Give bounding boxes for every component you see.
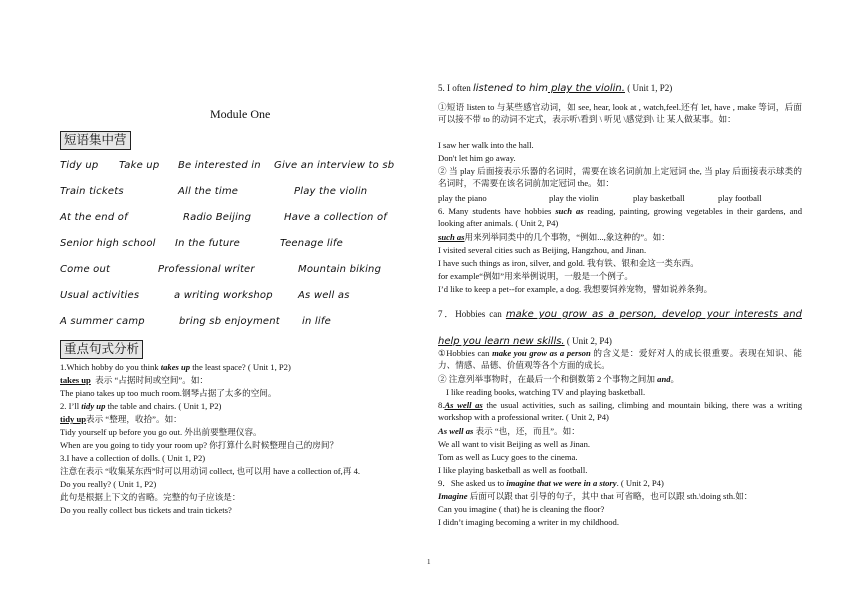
example: The piano takes up too much room.钢琴占据了太多的空间。: [60, 388, 277, 398]
phrase: a writing workshop: [174, 290, 273, 301]
example: I have such things as iron, silver, and gold. 我有铁、银和金这一类东西。: [438, 258, 699, 268]
phrase: As well as: [298, 290, 350, 301]
note-collection: 注意在表示 “收集某东西”时可以用动词 collect, 也可以用 have a collection of,再 4.: [60, 466, 361, 476]
example: I saw her walk into the hall.: [438, 140, 534, 150]
note-grow: ①Hobbies can make you grow as a person 的含义是：爱好对人的成长很重要。表现在知识、能力、情感、品德、价值观等各个方面的成长。: [438, 348, 802, 371]
note-listen-to: ①短语 listen to 与某些感官动词，如 see, hear, look at , watch,feel.还有 let, have , make 等词，后面可以接不带 to 的动词不定式，表示听\看到 \ 听见 \感觉到\ 让 某人做某事。如：: [438, 102, 802, 125]
module-title: Module One: [210, 107, 271, 121]
phrase: Take up: [119, 160, 160, 171]
sentence-9: 9．She asked us to imagine that we were in a story. ( Unit 2, P4): [438, 478, 664, 488]
phrase: A summer camp: [60, 316, 145, 327]
sentence-1: 1.Which hobby do you think takes up the least space? ( Unit 1, P2): [60, 362, 291, 372]
phrase: bring sb enjoyment: [179, 316, 280, 327]
phrase: Mountain biking: [298, 264, 382, 275]
sentence-2: 2. I’ll tidy up the table and chairs. ( Unit 1, P2): [60, 401, 222, 411]
note-imagine: Imagine 后面可以跟 that 引导的句子，其中 that 可省略，也可以跟 sth.\doing sth.如：: [438, 491, 753, 501]
page-number: 1: [427, 558, 431, 566]
example: We all want to visit Beijing as well as Jinan.: [438, 439, 591, 449]
phrase: Play the violin: [294, 186, 368, 197]
section-heading-phrases: 短语集中营: [60, 131, 131, 150]
phrase: At the end of: [60, 212, 128, 223]
section-heading-sentences: 重点句式分析: [60, 340, 143, 359]
note-takes-up: takes up 表示 “占据时间或空间”。如：: [60, 375, 209, 385]
example: Tidy yourself up before you go out. 外出前要整理仪容。: [60, 427, 262, 437]
phrase: Come out: [60, 264, 111, 275]
phrase: Usual activities: [60, 290, 140, 301]
example: Do you really collect bus tickets and train tickets?: [60, 505, 232, 515]
example: I like reading books, watching TV and playing basketball.: [446, 387, 646, 397]
phrase: Tidy up: [60, 160, 99, 171]
play-example: play football: [718, 193, 762, 203]
note-as-well-as: As well as 表示 “也，还，而且”。如：: [438, 426, 580, 436]
example: When are you going to tidy your room up? 你打算什么时候整理自己的房间？: [60, 440, 339, 450]
play-example: play the violin: [549, 193, 599, 203]
example: Can you imagine ( that) he is cleaning the floor?: [438, 504, 605, 514]
example: I visited several cities such as Beijing, Hangzhou, and Jinan.: [438, 245, 647, 255]
phrase: In the future: [175, 238, 241, 249]
sentence-7: 7．Hobbies can make you grow as a person, develop your interests and help you learn new skills. ( Unit 2, P4): [438, 309, 802, 347]
example: I like playing basketball as well as football.: [438, 465, 588, 475]
example: I’d like to keep a pet--for example, a dog. 我想要饲养宠物，譬如说养条狗。: [438, 284, 713, 294]
note-and: ② 注意列举事物时，在最后一个和倒数第 2 个事物之间加 and。: [438, 374, 680, 384]
example: for example“例如”用来举例说明，一般是一个例子。: [438, 271, 634, 281]
phrase: Have a collection of: [284, 212, 387, 223]
example: I didn’t imaging becoming a writer in my childhood.: [438, 517, 619, 527]
example: Don't let him go away.: [438, 153, 516, 163]
sentence-6: 6. Many students have hobbies such as reading, painting, growing vegetables in their gardens, and looking after animals. ( Unit 2, P4): [438, 206, 803, 229]
example: Tom as well as Lucy goes to the cinema.: [438, 452, 578, 462]
note-such-as: such as用来列举同类中的几个事物，“例如...,象这种的”。如：: [438, 232, 670, 242]
phrase: Give an interview to sb: [274, 160, 395, 171]
sentence-3: 3.I have a collection of dolls. ( Unit 1, P2): [60, 453, 206, 463]
play-example: play basketball: [633, 193, 685, 203]
phrase: Teenage life: [280, 238, 343, 249]
note-tidy-up: tidy up表示 “整理，收拾”。如：: [60, 414, 182, 424]
sentence-8: 8.As well as the usual activities, such as sailing, climbing and mountain biking, there was a writing workshop with a professional writer. ( Unit 2, P4): [438, 400, 802, 423]
phrase: Train tickets: [60, 186, 124, 197]
note-play: ② 当 play 后面接表示乐器的名词时，需要在该名词前加上定冠词 the, 当 play 后面接表示球类的名词时，不需要在该名词前加定冠词 the。如：: [438, 166, 802, 189]
note-ellipsis: 此句是根据上下文的省略。完整的句子应该是：: [60, 492, 241, 502]
phrase: Senior high school: [60, 238, 156, 249]
phrase: Radio Beijing: [183, 212, 252, 223]
play-example: play the piano: [438, 193, 487, 203]
phrase: Professional writer: [158, 264, 255, 275]
phrase: Be interested in: [178, 160, 261, 171]
phrase: in life: [302, 316, 331, 327]
phrase: All the time: [178, 186, 239, 197]
sentence-5: 5. I often listened to him play the violin. ( Unit 1, P2): [438, 83, 673, 94]
sentence-4: Do you really? ( Unit 1, P2): [60, 479, 157, 489]
